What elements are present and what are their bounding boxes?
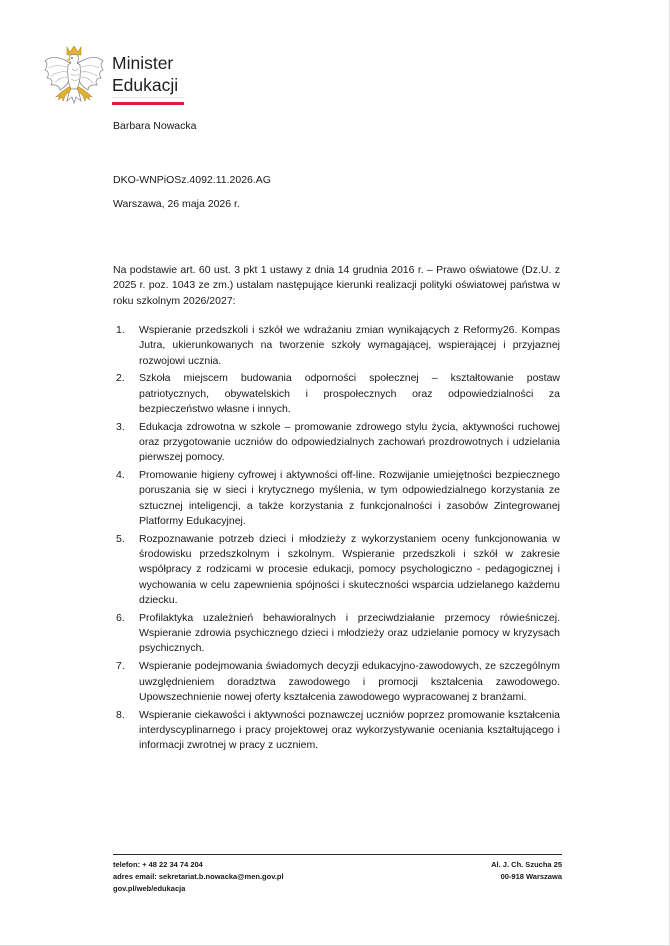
item-number: 1.: [116, 324, 125, 336]
list-item: [113, 611, 560, 657]
list-item: [113, 659, 560, 705]
reference-number: DKO-WNPiOSz.4092.11.2026.AG: [113, 174, 271, 186]
footer-contact: [113, 859, 284, 895]
list-item: [113, 323, 560, 369]
list-item: [113, 420, 560, 466]
item-text: Szkoła miejscem budowania odporności społecznej – kształtowanie postaw patriotycznych, obywatelskich i prospołecznych oraz odpowiedzialności za bezpieczeństwo własne i innych.: [139, 372, 560, 415]
footer-phone: telefon: + 48 22 34 74 204: [113, 860, 203, 869]
intro-paragraph: Na podstawie art. 60 ust. 3 pkt 1 ustawy z dnia 14 grudnia 2016 r. – Prawo oświatowe (Dz.U. z 2025 r. poz. 1043 ze zm.) ustalam następujące kierunki realizacji polityki oświatowej państwa w roku szkolnym 2026/2027:: [113, 264, 560, 307]
organization-name-line2: Edukacji: [112, 75, 179, 95]
footer-divider: [113, 854, 562, 855]
item-number: 8.: [116, 708, 125, 721]
item-number: 7.: [116, 660, 125, 673]
item-text: Wspieranie ciekawości i aktywności poznawczej uczniów poprzez promowanie kształcenia interdyscyplinarnego i pracy projektowej oraz wykorzystywanie oceniania kształtującego i informacji zwrotnej w pracy z uczniem.: [139, 708, 560, 752]
item-number: 3.: [116, 420, 125, 433]
item-text: Wspieranie podejmowania świadomych decyzji edukacyjno-zawodowych, ze szczególnym uwzględnieniem doradztwa zawodowego i promocji kształcenia zawodowego. Upowszechnienie nowej oferty kształcenia zawodowego wypracowanej z branżami.: [139, 660, 560, 703]
white-eagle-emblem-icon: [43, 43, 105, 111]
organization-name-line1: Minister: [112, 53, 174, 73]
item-text: Rozpoznawanie potrzeb dzieci i młodzieży z wykorzystaniem oceny funkcjonowania w środowisku przedszkolnym i szkolnym. Wspieranie przedszkoli i szkół w zakresie współpracy z rodzicami w procesie edukacji, pomocy psychologiczno - pedagogicznej i wychowania w celu zapewnienia spójności i skuteczności wsparcia udzielanego każdemu dziecku.: [139, 532, 560, 607]
footer-address: [440, 859, 562, 883]
footer-city: 00-918 Warszawa: [500, 872, 562, 881]
flag-stripe: [112, 97, 184, 105]
place-and-date: Warszawa, 26 maja 2026 r.: [113, 198, 240, 210]
policy-directions-list: [113, 323, 560, 756]
item-text: Profilaktyka uzależnień behawioralnych i przeciwdziałanie przemocy rówieśniczej. Wspieranie zdrowia psychicznego dzieci i młodzieży oraz udzielanie pomocy w kryzysach psychicznych.: [139, 611, 560, 655]
list-item: [113, 708, 560, 754]
organization-name: [112, 52, 178, 96]
list-item: [113, 468, 560, 529]
list-item: [113, 532, 560, 608]
footer-website[interactable]: gov.pl/web/edukacja: [113, 884, 186, 893]
footer-email[interactable]: adres email: sekretariat.b.nowacka@men.gov.pl: [113, 872, 284, 881]
item-number: 6.: [116, 611, 125, 624]
list-item: [113, 371, 560, 417]
flag-red-stripe: [112, 102, 184, 105]
item-text: Wspieranie przedszkoli i szkół we wdrażaniu zmian wynikających z Reformy26. Kompas Jutra, ukierunkowanych na tworzenie szkoły wymagającej, wspierającej i przyjaznej rozwojowi ucznia.: [139, 324, 560, 367]
footer-street: Al. J. Ch. Szucha 25: [491, 860, 562, 869]
item-number: 5.: [116, 532, 125, 545]
item-text: Promowanie higieny cyfrowej i aktywności off-line. Rozwijanie umiejętności bezpiecznego poruszania się w sieci i krytycznego myślenia, w tym odpowiedzialnego korzystania ze sztucznej inteligencji, a także korzystania z funkcjonalności i zasobów Zintegrowanej Platformy Edukacyjnej.: [139, 469, 560, 528]
item-number: 2.: [116, 372, 125, 385]
item-text: Edukacja zdrowotna w szkole – promowanie zdrowego stylu życia, aktywności ruchowej oraz przygotowanie uczniów do odpowiedzialnych zachowań prozdrowotnych i udzielania pierwszej pomocy.: [139, 420, 560, 464]
item-number: 4.: [116, 469, 125, 482]
signer-name: Barbara Nowacka: [113, 120, 197, 132]
